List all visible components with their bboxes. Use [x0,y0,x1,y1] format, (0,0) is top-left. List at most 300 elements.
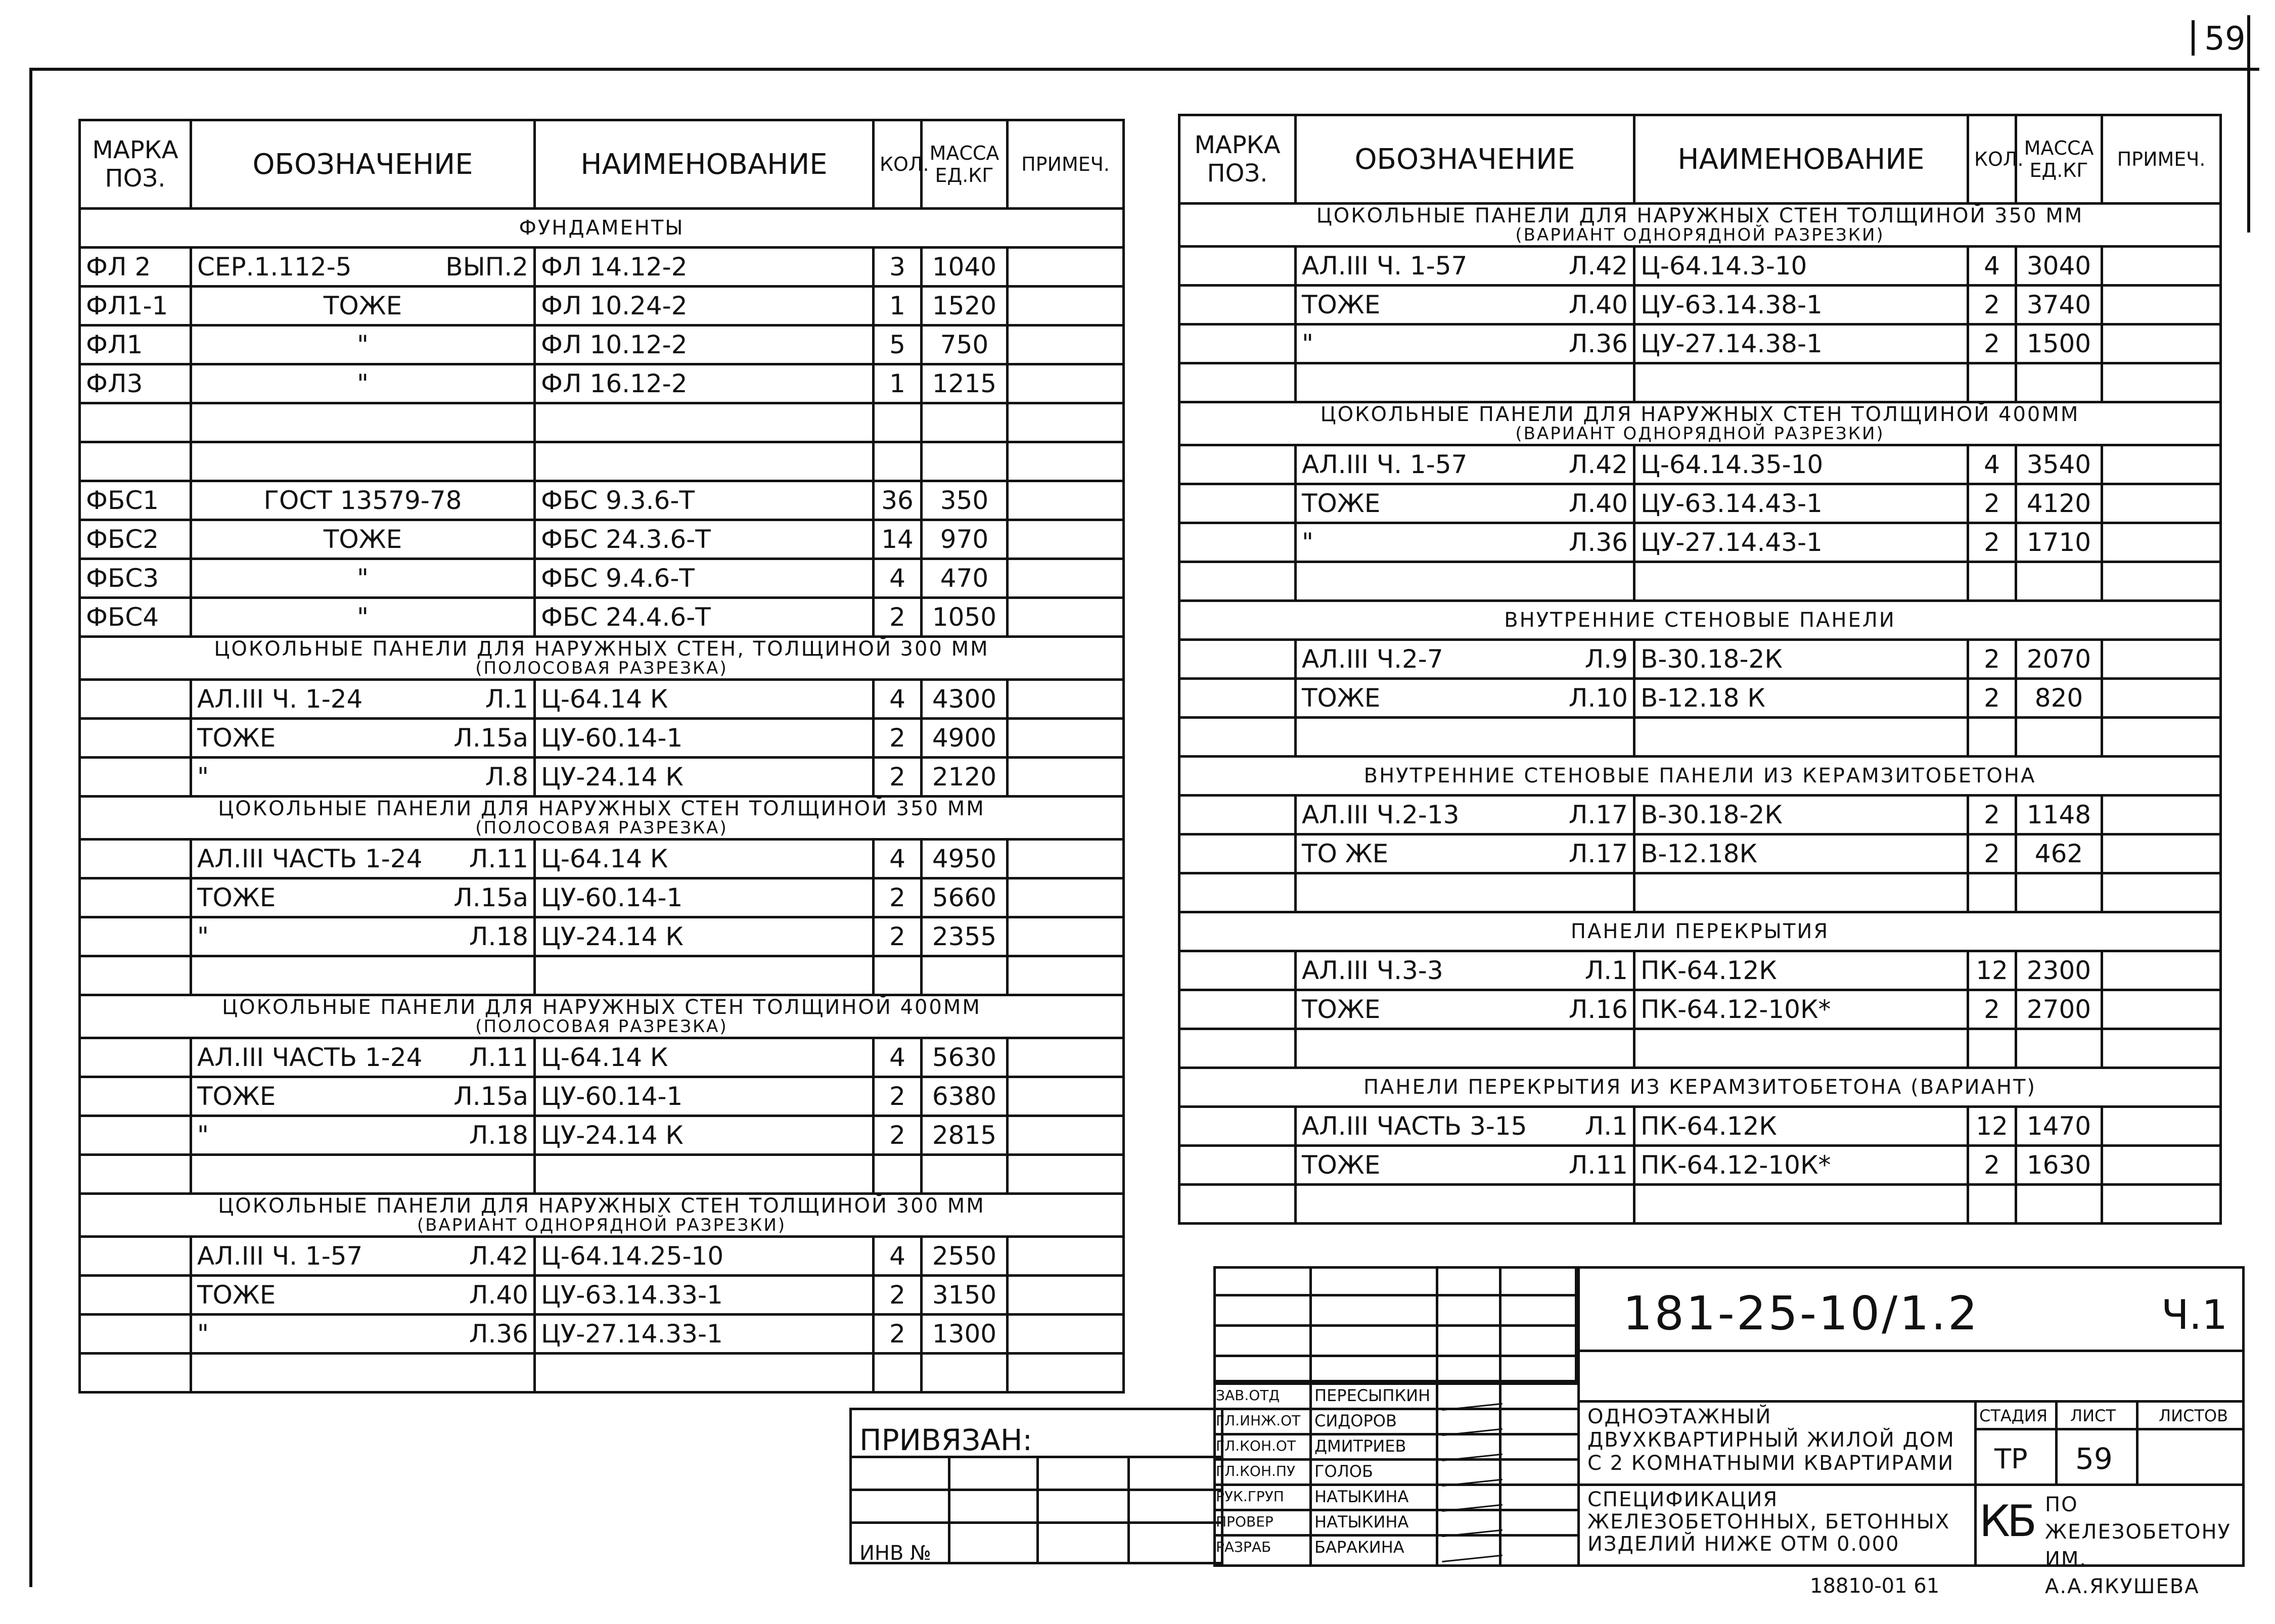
designation-cell [191,520,535,559]
name-cell: ЦУ-63.14.33-1 [535,1276,874,1315]
mark-cell [80,758,191,797]
note-cell [1008,520,1124,559]
empty-cell [874,956,922,995]
qty-cell: 12 [1968,951,2016,990]
designation-cell [1296,286,1634,324]
designation-text: ТОЖЕ [197,1280,276,1310]
mark-cell [1179,796,1296,834]
empty-row [1179,363,2221,402]
designation-parts [1302,251,1628,281]
empty-cell [191,442,535,481]
qty-cell: 2 [874,758,922,797]
mass-cell: 2700 [2016,990,2102,1029]
qty-cell: 12 [1968,1107,2016,1146]
table-row [1179,796,2221,834]
empty-cell [2016,562,2102,601]
qty-cell: 2 [1968,796,2016,834]
designation-parts [197,762,528,792]
stamp-person-name: БАРАКИНА [1314,1538,1404,1557]
empty-cell [2016,1029,2102,1068]
name-cell: ПК-64.12-10К* [1634,990,1968,1029]
mass-cell: 1500 [2016,324,2102,363]
section-title [1179,1068,2221,1107]
qty-cell: 2 [1968,484,2016,523]
designation-sheet: Л.40 [1568,290,1628,319]
empty-cell [1008,442,1124,481]
empty-cell [1008,1354,1124,1393]
note-cell [2102,247,2221,286]
stage-label: СТАДИЯ [1979,1406,2048,1425]
mark-cell: ФБС2 [80,520,191,559]
table-row [80,520,1124,559]
name-cell: ФБС 24.4.6-Т [535,598,874,637]
designation-cell [191,917,535,956]
mark-cell: ФЛ1 [80,326,191,364]
note-cell [1008,559,1124,598]
designation-parts [1302,644,1628,674]
name-cell: В-12.18К [1634,834,1968,873]
note-cell [1008,326,1124,364]
empty-cell [535,442,874,481]
mark-cell [80,840,191,878]
qty-cell: 4 [874,1237,922,1276]
designation-text: " [197,1319,209,1349]
note-cell [1008,1038,1124,1077]
mass-cell: 1470 [2016,1107,2102,1146]
mass-cell: 1215 [922,364,1008,403]
designation-text: СЕР.1.112-5 [197,252,352,282]
empty-cell [2016,363,2102,402]
stamp-people-row-line [1213,1509,1577,1511]
note-cell [2102,834,2221,873]
mark-cell [80,1315,191,1354]
designation-sheet: Л.10 [1568,683,1628,713]
attached-grid-col [1127,1456,1130,1564]
designation-parts [1302,1150,1628,1180]
name-cell: ЦУ-63.14.43-1 [1634,484,1968,523]
header-designation: ОБОЗНАЧЕНИЕ [1296,115,1634,204]
section-row [80,797,1124,840]
mass-cell: 3150 [922,1276,1008,1315]
empty-row [1179,1185,2221,1224]
qty-cell: 2 [874,917,922,956]
empty-cell [1634,363,1968,402]
empty-cell [191,956,535,995]
designation-parts [197,844,528,873]
name-cell: ЦУ-24.14 К [535,917,874,956]
empty-cell [874,442,922,481]
name-cell: ФЛ 10.24-2 [535,287,874,326]
mark-cell [1179,951,1296,990]
empty-cell [1296,562,1634,601]
qty-cell: 4 [874,1038,922,1077]
qty-cell: 2 [1968,679,2016,718]
empty-cell [2016,873,2102,912]
stamp-role: ПРОВЕР [1216,1513,1273,1530]
designation-sheet: Л.11 [1568,1150,1628,1180]
mark-cell [1179,484,1296,523]
designation-cell [1296,1107,1634,1146]
table-row [80,1116,1124,1155]
designation-cell [1296,1146,1634,1185]
table-row [1179,286,2221,324]
name-cell: ЦУ-27.14.33-1 [535,1315,874,1354]
designation-parts [197,1043,528,1072]
sheet-label: ЛИСТ [2070,1406,2116,1425]
mark-cell [1179,1146,1296,1185]
name-cell: ЦУ-60.14-1 [535,719,874,758]
mass-cell: 1630 [2016,1146,2102,1185]
qty-cell: 14 [874,520,922,559]
mass-cell: 462 [2016,834,2102,873]
section-title [80,209,1124,248]
designation-sheet: Л.9 [1584,644,1628,674]
mark-cell [1179,523,1296,562]
name-cell: ФБС 24.3.6-Т [535,520,874,559]
mark-cell [80,917,191,956]
designation-parts [197,564,528,593]
empty-cell [191,1155,535,1194]
designation-text: АЛ.III Ч.3-3 [1302,956,1443,985]
note-cell [2102,445,2221,484]
stamp-person-name: НАТЫКИНА [1314,1487,1409,1506]
stamp-stage-divider [1974,1400,1977,1567]
designation-text: " [197,1121,209,1150]
mass-cell: 2550 [922,1237,1008,1276]
section-row [80,1194,1124,1237]
designation-cell [191,1038,535,1077]
stamp-col-divider [1309,1266,1312,1567]
mass-cell: 1050 [922,598,1008,637]
designation-parts [197,525,528,554]
mass-cell: 2815 [922,1116,1008,1155]
mass-cell: 1040 [922,248,1008,287]
note-cell [1008,680,1124,719]
table-header-row [80,120,1124,209]
designation-parts [197,1319,528,1349]
empty-row [1179,1029,2221,1068]
note-cell [1008,917,1124,956]
table-row [80,1038,1124,1077]
mass-cell: 5630 [922,1038,1008,1077]
qty-cell: 4 [874,840,922,878]
designation-sheet: ВЫП.2 [445,252,528,282]
empty-cell [2016,718,2102,757]
stamp-role: РАЗРАБ [1216,1539,1271,1555]
empty-cell [2102,363,2221,402]
mark-cell [80,878,191,917]
designation-text: " [357,369,369,398]
designation-sheet: Л.17 [1568,839,1628,868]
designation-text: ТОЖЕ [197,723,276,753]
attached-label: ПРИВЯЗАН: [859,1423,1033,1457]
project-title: ОДНОЭТАЖНЫЙ ДВУХКВАРТИРНЫЙ ЖИЛОЙ ДОМ С 2 КОМНАТНЫМИ КВАРТИРАМИ [1587,1405,1955,1475]
mark-cell: ФЛ3 [80,364,191,403]
designation-parts [197,602,528,632]
name-cell: ЦУ-63.14.38-1 [1634,286,1968,324]
note-cell [2102,1107,2221,1146]
qty-cell: 4 [874,559,922,598]
header-mark: МАРКА ПОЗ. [80,120,191,209]
empty-cell [1008,403,1124,442]
designation-parts [1302,800,1628,829]
empty-row [1179,562,2221,601]
empty-cell [1968,363,2016,402]
table-row [80,1077,1124,1116]
stamp-grid-row [1213,1324,1577,1327]
empty-cell [535,1354,874,1393]
designation-cell [1296,834,1634,873]
designation-text: АЛ.III Ч. 1-57 [197,1241,363,1271]
section-title-text: ПАНЕЛИ ПЕРЕКРЫТИЯ ИЗ КЕРАМЗИТОБЕТОНА (ВАРИАНТ) [1363,1076,2037,1099]
section-title-text: ЦОКОЛЬНЫЕ ПАНЕЛИ ДЛЯ НАРУЖНЫХ СТЕН ТОЛЩИНОЙ 400ММ [1320,403,2080,427]
empty-row [80,442,1124,481]
empty-cell [80,403,191,442]
section-title-text: ВНУТРЕННИЕ СТЕНОВЫЕ ПАНЕЛИ [1504,609,1896,632]
designation-sheet: Л.40 [1568,489,1628,518]
mass-cell: 820 [2016,679,2102,718]
designation-cell [191,481,535,520]
designation-sheet: Л.15а [453,883,528,912]
designation-cell [191,680,535,719]
stamp-people-row-line [1213,1458,1577,1461]
designation-text: ТОЖЕ [323,525,402,554]
designation-text: " [1302,528,1313,557]
qty-cell: 4 [1968,445,2016,484]
stamp-people-row-line [1213,1534,1577,1537]
section-subtitle: (ВАРИАНТ ОДНОРЯДНОЙ РАЗРЕЗКИ) [1515,225,1885,246]
stamp-role: ЗАВ.ОТД [1216,1387,1280,1404]
section-subtitle: (ПОЛОСОВАЯ РАЗРЕЗКА) [475,1016,728,1037]
qty-cell: 2 [1968,640,2016,679]
stamp-code-divider [1577,1350,2245,1352]
table-row [1179,1107,2221,1146]
note-cell [1008,758,1124,797]
designation-parts [197,252,528,282]
mass-cell: 1148 [2016,796,2102,834]
stamp-person-name: ГОЛОБ [1314,1462,1373,1481]
empty-cell [1296,1029,1634,1068]
table-row [1179,445,2221,484]
section-title-text: ФУНДАМЕНТЫ [519,216,685,240]
qty-cell: 4 [1968,247,2016,286]
section-title-text: ПАНЕЛИ ПЕРЕКРЫТИЯ [1570,920,1830,943]
designation-text: ТОЖЕ [1302,683,1381,713]
table-row [80,481,1124,520]
section-subtitle: (ВАРИАНТ ОДНОРЯДНОЙ РАЗРЕЗКИ) [1515,424,1885,444]
mark-cell [80,1077,191,1116]
section-title [80,797,1124,840]
section-subtitle: (ВАРИАНТ ОДНОРЯДНОЙ РАЗРЕЗКИ) [417,1215,787,1236]
designation-sheet: Л.36 [1568,528,1628,557]
note-cell [1008,481,1124,520]
header-note: ПРИМЕЧ. [2102,115,2221,204]
stamp-title-divider [1577,1400,2245,1403]
empty-cell [2016,1185,2102,1224]
name-cell: ПК-64.12К [1634,1107,1968,1146]
qty-cell: 1 [874,364,922,403]
section-title-text: ЦОКОЛЬНЫЕ ПАНЕЛИ ДЛЯ НАРУЖНЫХ СТЕН ТОЛЩИНОЙ 350 ММ [1316,204,2084,228]
name-cell: В-12.18 К [1634,679,1968,718]
designation-parts [1302,489,1628,518]
designation-parts [1302,839,1628,868]
table-row [80,917,1124,956]
designation-sheet: Л.1 [485,684,528,714]
name-cell: ФЛ 10.12-2 [535,326,874,364]
stamp-col-divider [1577,1266,1580,1567]
qty-cell: 2 [874,1315,922,1354]
designation-parts [1302,683,1628,713]
table-row [80,287,1124,326]
mark-cell: ФБС1 [80,481,191,520]
section-title [1179,601,2221,640]
header-name: НАИМЕНОВАНИЕ [535,120,874,209]
mass-cell: 5660 [922,878,1008,917]
table-row [1179,951,2221,990]
qty-cell: 2 [1968,990,2016,1029]
qty-cell: 2 [1968,324,2016,363]
designation-text: АЛ.III Ч. 1-57 [1302,450,1468,479]
designation-sheet: Л.40 [469,1280,528,1310]
empty-cell [1179,562,1296,601]
table-row [80,840,1124,878]
section-title [1179,912,2221,951]
mark-cell [80,1116,191,1155]
mass-cell: 1710 [2016,523,2102,562]
mark-cell [80,719,191,758]
stamp-role: ГЛ.КОН.ПУ [1216,1463,1296,1479]
empty-cell [1179,363,1296,402]
note-cell [2102,990,2221,1029]
header-mass: МАССА ЕД.КГ [2016,115,2102,204]
empty-cell [922,442,1008,481]
designation-parts [197,1121,528,1150]
designation-parts [1302,995,1628,1024]
table-row [1179,523,2221,562]
designation-parts [1302,956,1628,985]
mass-cell: 970 [922,520,1008,559]
designation-cell [191,598,535,637]
designation-cell [191,248,535,287]
designation-cell [191,1077,535,1116]
empty-cell [1179,718,1296,757]
qty-cell: 2 [874,598,922,637]
designation-cell [191,840,535,878]
stamp-person-name: НАТЫКИНА [1314,1512,1409,1532]
designation-sheet: Л.8 [485,762,528,792]
table-row [1179,640,2221,679]
section-title-text: ЦОКОЛЬНЫЕ ПАНЕЛИ ДЛЯ НАРУЖНЫХ СТЕН, ТОЛЩИНОЙ 300 ММ [214,637,989,661]
table-row [80,1237,1124,1276]
table-row [1179,990,2221,1029]
empty-row [80,1354,1124,1393]
empty-cell [1296,718,1634,757]
section-row [1179,204,2221,247]
empty-cell [922,1155,1008,1194]
mass-cell: 2120 [922,758,1008,797]
designation-cell [1296,324,1634,363]
table-row [80,1276,1124,1315]
table-header-row [1179,115,2221,204]
designation-cell [1296,247,1634,286]
stamp-person-name: ДМИТРИЕВ [1314,1436,1406,1456]
designation-sheet: Л.42 [1568,251,1628,281]
empty-cell [1634,873,1968,912]
table-row [1179,484,2221,523]
qty-cell: 2 [1968,286,2016,324]
qty-cell: 3 [874,248,922,287]
mark-cell [80,1038,191,1077]
empty-cell [1296,873,1634,912]
mark-cell [1179,445,1296,484]
mass-cell: 350 [922,481,1008,520]
sheet-title: СПЕЦИФИКАЦИЯ ЖЕЛЕЗОБЕТОННЫХ, БЕТОННЫХ ИЗДЕЛИЙ НИЖЕ ОТМ 0.000 [1587,1488,1950,1556]
empty-cell [535,956,874,995]
designation-text: АЛ.III ЧАСТЬ 1-24 [197,1043,423,1072]
empty-row [80,956,1124,995]
section-title [1179,204,2221,247]
table-row [80,598,1124,637]
header-mass: МАССА ЕД.КГ [922,120,1008,209]
designation-sheet: Л.1 [1584,956,1628,985]
table-row [80,326,1124,364]
designation-parts [197,883,528,912]
empty-cell [2102,873,2221,912]
designation-text: АЛ.III ЧАСТЬ 1-24 [197,844,423,873]
designation-parts [1302,1111,1628,1141]
stage-value: ТР [1994,1443,2028,1475]
designation-cell [1296,990,1634,1029]
empty-cell [1296,363,1634,402]
qty-cell: 1 [874,287,922,326]
designation-cell [191,326,535,364]
header-mark: МАРКА ПОЗ. [1179,115,1296,204]
mark-cell [1179,990,1296,1029]
document-code: 181-25-10/1.2 [1623,1286,1980,1340]
mass-cell: 3040 [2016,247,2102,286]
table-row [80,719,1124,758]
name-cell: ЦУ-27.14.43-1 [1634,523,1968,562]
designation-cell [1296,445,1634,484]
mass-cell: 2070 [2016,640,2102,679]
name-cell: ФЛ 14.12-2 [535,248,874,287]
table-row [1179,1146,2221,1185]
designation-text: АЛ.III Ч. 1-57 [1302,251,1468,281]
table-row [80,680,1124,719]
qty-cell: 4 [874,680,922,719]
designation-text: " [357,602,369,632]
designation-sheet: Л.18 [469,1121,528,1150]
section-title [80,1194,1124,1237]
note-cell [2102,796,2221,834]
table-row [1179,834,2221,873]
mark-cell [1179,247,1296,286]
empty-cell [80,956,191,995]
designation-cell [191,878,535,917]
designation-sheet: Л.11 [469,844,528,873]
stamp-col-divider [1436,1266,1438,1567]
designation-cell [1296,484,1634,523]
designation-text: " [357,564,369,593]
mass-cell: 4900 [922,719,1008,758]
mark-cell [1179,1107,1296,1146]
designation-cell [1296,523,1634,562]
note-cell [2102,951,2221,990]
mark-cell [1179,679,1296,718]
designation-sheet: Л.42 [1568,450,1628,479]
designation-sheet: Л.15а [453,723,528,753]
right-spec-table [1178,114,2222,1225]
